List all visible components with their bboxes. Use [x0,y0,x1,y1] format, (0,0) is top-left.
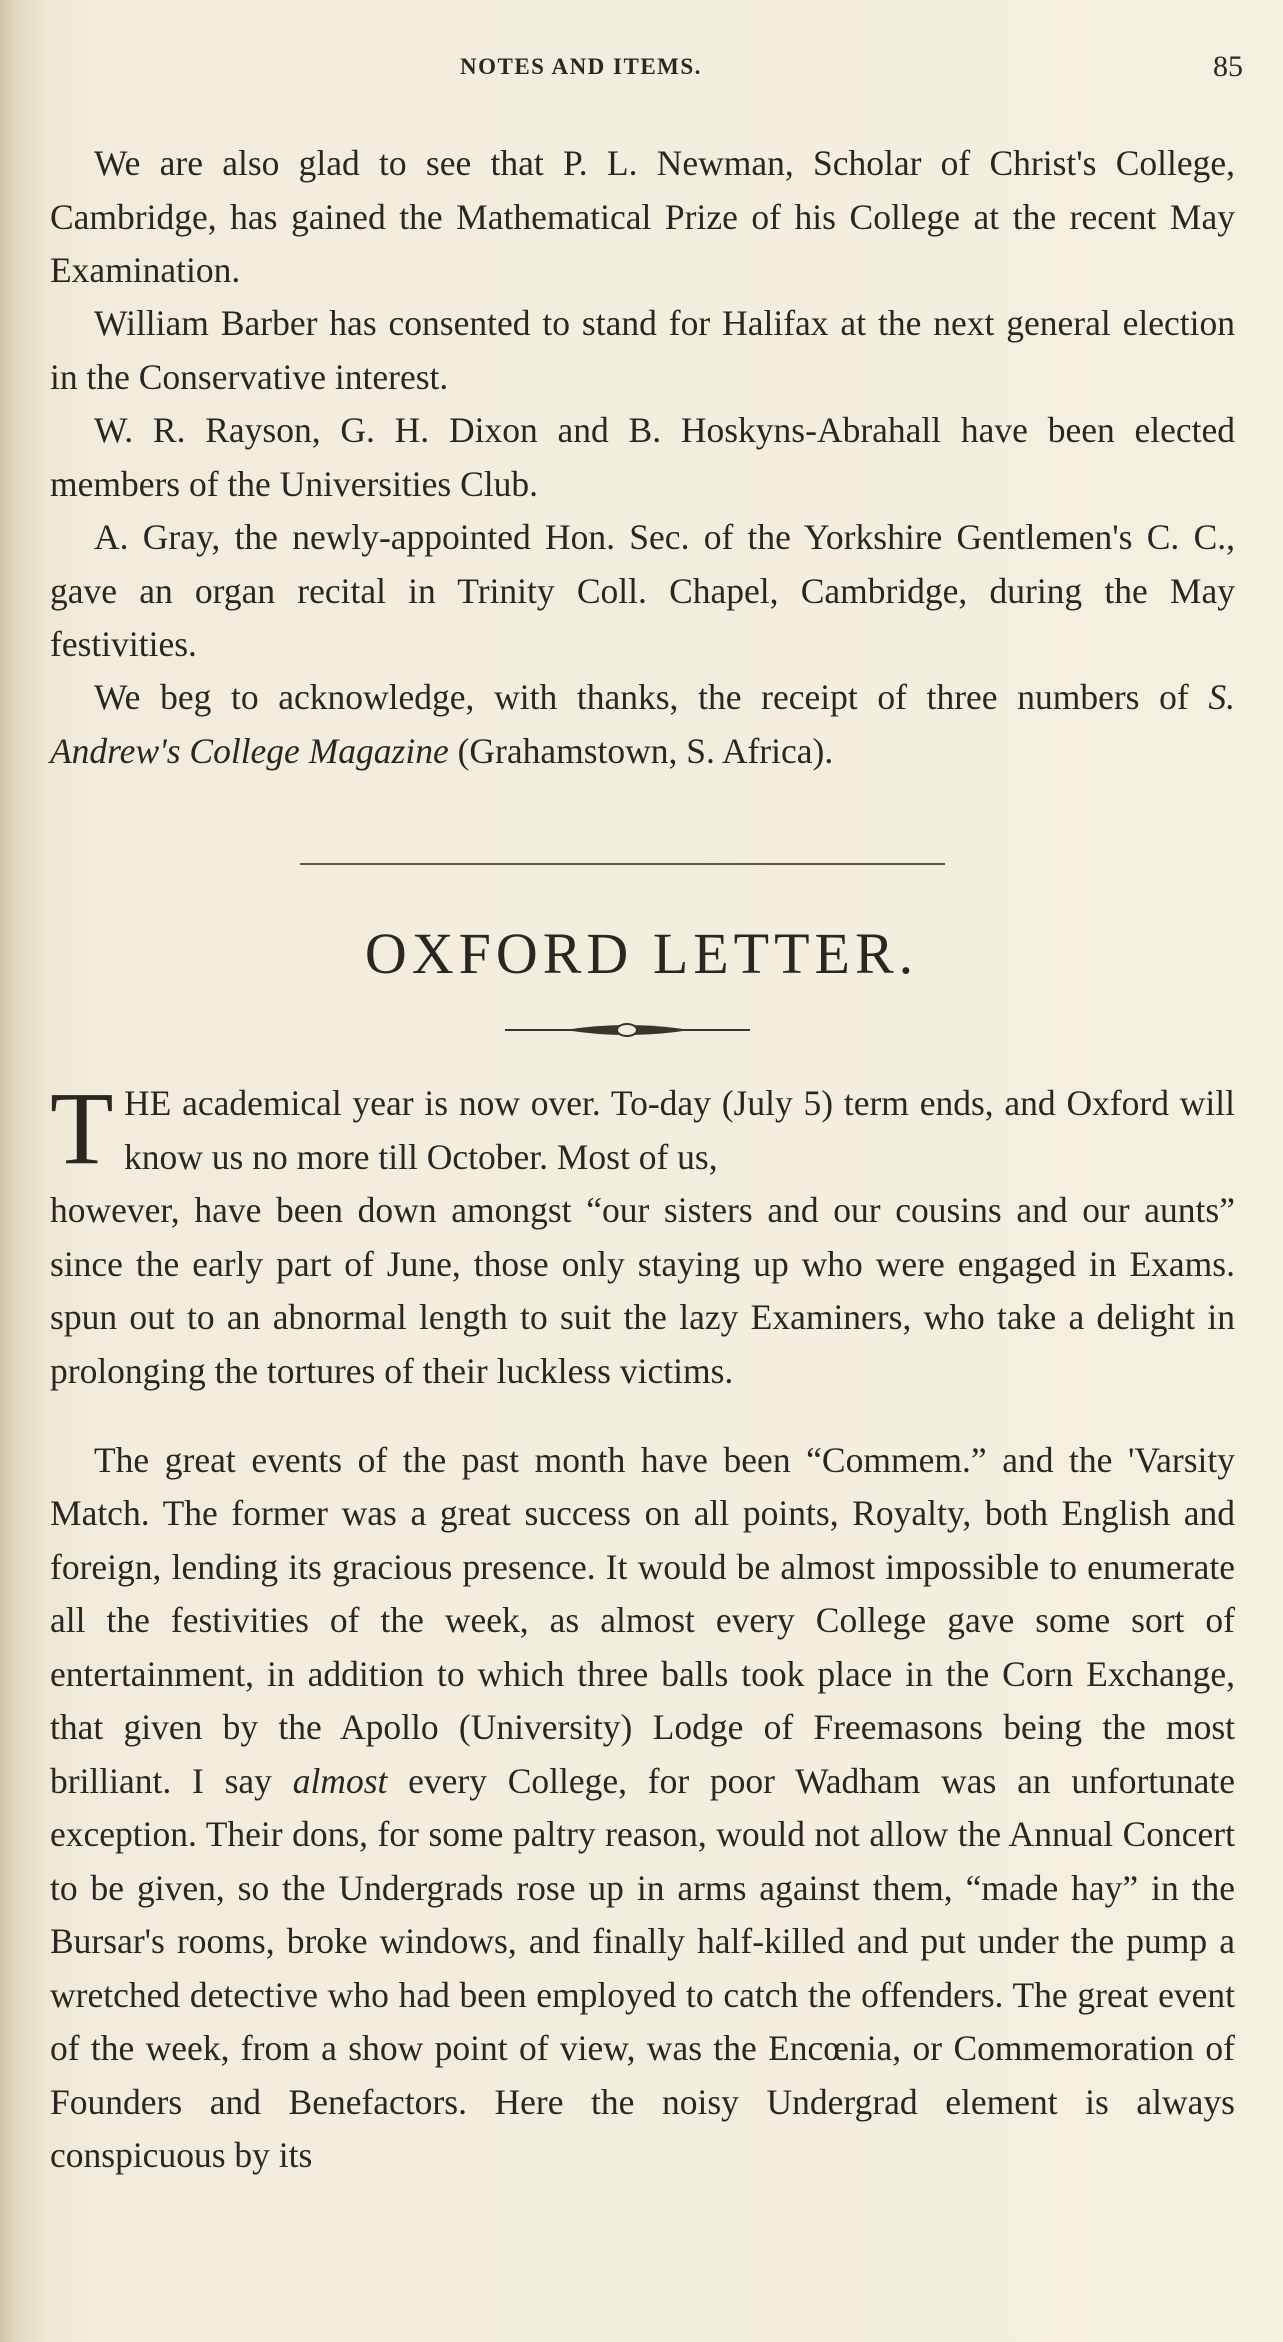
note-item [50,404,1235,511]
note-item [50,297,1235,404]
paragraph-text: every College, for poor Wadham was an unfortunate exception. Their dons, for some paltry reason, would not allow the Annual Concert to be given, so the Undergrads rose up in arms against them, “made hay” in the Bursar's rooms, broke windows, and finally half-killed and put under the pump a wretched detective who had been employed to catch the offenders. The great event of the week, from a show point of view, was the Encœnia, or Commemoration of Founders and Benefactors. Here the noisy Undergrad element is always conspicuous by its [50,1760,1235,2175]
notes-section [0,0,1283,860]
running-head: NOTES AND ITEMS. [460,54,702,79]
note-text: William Barber has consented to stand for Halifax at the next general election in the Conservative interest. [50,303,1235,397]
note-item [50,511,1235,672]
ornament-rule [505,1018,750,1042]
letter-paragraph-2 [50,1434,1235,2183]
letter-title: OXFORD LETTER. [364,921,919,986]
note-text: A. Gray, the newly-appointed Hon. Sec. of the Yorkshire Gentlemen's C. C., gave an organ recital in Trinity Coll. Chapel, Cambridge, during the May festivities. [50,517,1235,664]
drop-cap: T [50,1071,114,1186]
italic-almost: almost [292,1760,388,1801]
note-text: We are also glad to see that P. L. Newman, Scholar of Christ's College, Cambridge, has gained the Mathematical Prize of his College at the recent May Examination. [50,143,1235,290]
note-text: (Grahamstown, S. Africa). [448,730,834,771]
letter-paragraph-1: however, have been down amongst “our sisters and our cousins and our aunts” since the early part of June, those only staying up who were engaged in Exams. spun out to an abnormal length to suit the lazy Examiners, who take a delight in prolonging the tortures of their luckless victims. [50,1190,1235,1391]
paragraph-text: The great events of the past month have been “Commem.” and the 'Varsity Match. The former was a great success on all points, Royalty, both English and foreign, lending its gracious presence. It would be almost impossible to enumerate all the festivities of the week, as almost every College gave some sort of entertainment, in addition to which three balls took place in the Corn Exchange, that given by the Apollo (University) Lodge of Freemasons being the most brilliant. I say [50,1439,1235,1801]
note-text: We beg to acknowledge, with thanks, the receipt of three numbers of [94,677,1209,717]
section-divider [300,863,945,865]
letter-paragraph-1-opening: HE academical year is now over. To-day (July 5) term ends, and Oxford will know us no more till October. Most of us, [124,1083,1235,1177]
note-item [50,671,1235,778]
page-number: 85 [1213,50,1243,83]
note-item [50,137,1235,298]
magazine-title: S. Andrew's College Magazine [50,677,1235,771]
note-text: W. R. Rayson, G. H. Dixon and B. Hoskyns-Abrahall have been elected members of the Universities Club. [50,410,1235,504]
